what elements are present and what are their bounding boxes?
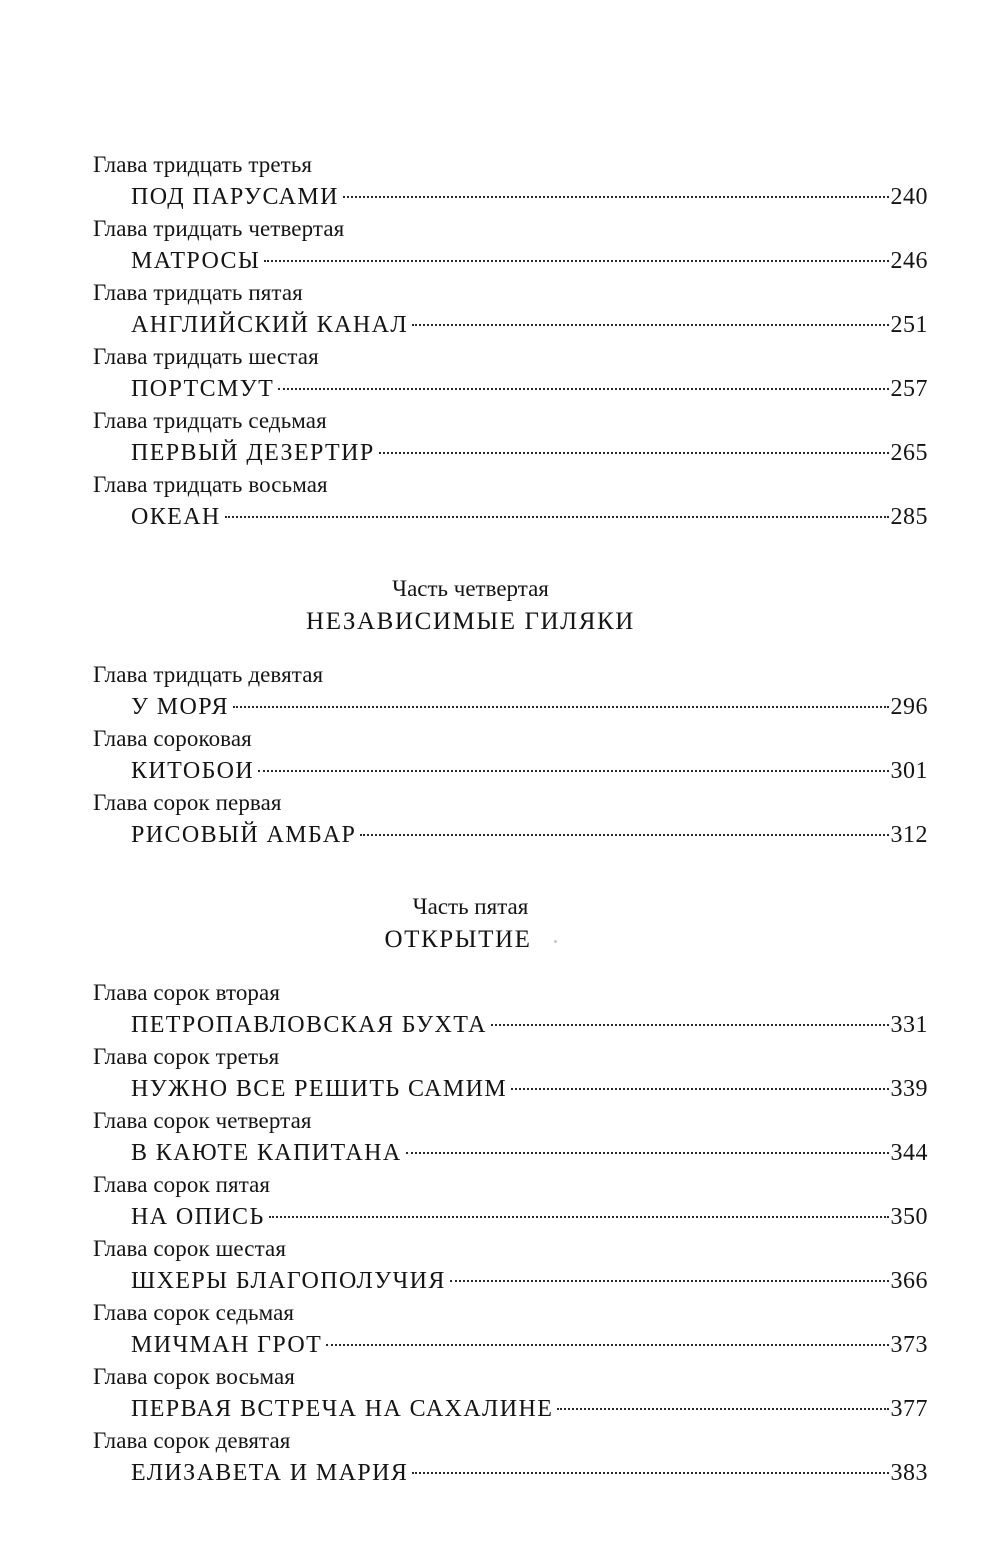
page-number: 265	[890, 440, 928, 466]
page-number: 257	[890, 376, 928, 402]
chapter-title: ШХЕРЫ БЛАГОПОЛУЧИЯ	[131, 1268, 446, 1294]
chapter-group-part-4	[93, 660, 928, 852]
chapter-title: НА ОПИСЬ	[131, 1204, 265, 1230]
page-number: 246	[890, 248, 928, 274]
dot-leader	[343, 196, 889, 198]
chapter-line	[93, 1264, 928, 1298]
chapter-line	[93, 1136, 928, 1170]
toc-entry[interactable]	[93, 1106, 928, 1170]
chapter-title: ПОРТСМУТ	[131, 376, 275, 402]
part-title	[53, 922, 888, 958]
chapter-label: Глава тридцать шестая	[93, 344, 319, 369]
toc-entry[interactable]	[93, 978, 928, 1042]
chapter-label: Глава тридцать девятая	[93, 662, 324, 687]
toc-entry[interactable]	[93, 278, 928, 342]
page-number: 251	[890, 312, 928, 338]
dot-leader	[557, 1408, 888, 1410]
chapter-line	[93, 1072, 928, 1106]
page-number: 339	[890, 1076, 928, 1102]
chapter-title: АНГЛИЙСКИЙ КАНАЛ	[131, 312, 409, 338]
chapter-label: Глава сорок восьмая	[93, 1364, 295, 1389]
part-title	[53, 604, 888, 640]
page-number: 366	[890, 1268, 928, 1294]
dot-leader	[269, 1216, 889, 1218]
chapter-label: Глава тридцать третья	[93, 152, 313, 177]
part-title-text: НЕЗАВИСИМЫЕ ГИЛЯКИ	[306, 608, 635, 635]
toc-entry[interactable]	[93, 470, 928, 534]
toc-entry[interactable]	[93, 1426, 928, 1490]
page-number: 373	[890, 1332, 928, 1358]
page-number: 350	[890, 1204, 928, 1230]
chapter-group-part-5	[93, 978, 928, 1490]
chapter-title: МАТРОСЫ	[131, 248, 261, 274]
toc-entry[interactable]	[93, 1298, 928, 1362]
chapter-line	[93, 500, 928, 534]
chapter-title: ПЕТРОПАВЛОВСКАЯ БУХТА	[131, 1012, 487, 1038]
chapter-label: Глава тридцать четвертая	[93, 216, 345, 241]
chapter-line	[93, 754, 928, 788]
part-label: Часть четвертая	[392, 576, 549, 601]
toc-entry[interactable]	[93, 342, 928, 406]
chapter-title: МИЧМАН ГРОТ	[131, 1332, 323, 1358]
toc-entry[interactable]	[93, 788, 928, 852]
dot-leader	[360, 834, 888, 836]
toc-entry[interactable]	[93, 1042, 928, 1106]
chapter-label: Глава сороковая	[93, 726, 252, 751]
chapter-label: Глава сорок четвертая	[93, 1108, 312, 1133]
chapter-label: Глава сорок вторая	[93, 980, 281, 1005]
chapter-label: Глава тридцать седьмая	[93, 408, 327, 433]
dot-leader	[450, 1280, 889, 1282]
chapter-line	[93, 818, 928, 852]
part-title-text: ОТКРЫТИЕ	[384, 926, 532, 953]
page-number: 285	[890, 504, 928, 530]
chapter-label: Глава тридцать пятая	[93, 280, 303, 305]
print-speck	[554, 940, 557, 943]
dot-leader	[511, 1088, 888, 1090]
dot-leader	[278, 388, 888, 390]
chapter-title: ОКЕАН	[131, 504, 221, 530]
toc-entry[interactable]	[93, 724, 928, 788]
chapter-label: Глава сорок пятая	[93, 1172, 271, 1197]
dot-leader	[233, 706, 889, 708]
chapter-line	[93, 372, 928, 406]
page-number: 296	[890, 694, 928, 720]
dot-leader	[412, 1472, 888, 1474]
page-number: 240	[890, 184, 928, 210]
chapter-line	[93, 1456, 928, 1490]
page-number: 383	[890, 1460, 928, 1486]
part-heading-4	[93, 574, 928, 640]
page-number: 377	[890, 1396, 928, 1422]
chapter-title: ПОД ПАРУСАМИ	[131, 184, 339, 210]
table-of-contents	[93, 150, 928, 1490]
chapter-title: РИСОВЫЙ АМБАР	[131, 822, 357, 848]
chapter-line	[93, 180, 928, 214]
toc-entry[interactable]	[93, 1170, 928, 1234]
chapter-title: ПЕРВАЯ ВСТРЕЧА НА САХАЛИНЕ	[131, 1396, 554, 1422]
dot-leader	[264, 260, 888, 262]
toc-entry[interactable]	[93, 214, 928, 278]
toc-entry[interactable]	[93, 1362, 928, 1426]
toc-entry[interactable]	[93, 406, 928, 470]
chapter-group-part-3-continued	[93, 150, 928, 534]
page-number: 312	[890, 822, 928, 848]
chapter-line	[93, 1328, 928, 1362]
dot-leader	[412, 324, 888, 326]
dot-leader	[225, 516, 889, 518]
page-number: 331	[890, 1012, 928, 1038]
part-heading-5	[93, 892, 928, 958]
chapter-line	[93, 244, 928, 278]
part-label: Часть пятая	[412, 894, 529, 919]
dot-leader	[406, 1152, 889, 1154]
chapter-label: Глава сорок девятая	[93, 1428, 291, 1453]
chapter-line	[93, 308, 928, 342]
chapter-line	[93, 1392, 928, 1426]
chapter-title: ПЕРВЫЙ ДЕЗЕРТИР	[131, 440, 375, 466]
chapter-label: Глава сорок первая	[93, 790, 282, 815]
chapter-title: У МОРЯ	[131, 694, 229, 720]
dot-leader	[326, 1344, 888, 1346]
chapter-label: Глава сорок шестая	[93, 1236, 287, 1261]
page-number: 301	[890, 758, 928, 784]
toc-entry[interactable]	[93, 1234, 928, 1298]
chapter-title: КИТОБОИ	[131, 758, 255, 784]
chapter-line	[93, 1008, 928, 1042]
chapter-title: В КАЮТЕ КАПИТАНА	[131, 1140, 402, 1166]
dot-leader	[491, 1024, 889, 1026]
chapter-line	[93, 1200, 928, 1234]
page-number: 344	[890, 1140, 928, 1166]
chapter-line	[93, 436, 928, 470]
chapter-title: ЕЛИЗАВЕТА И МАРИЯ	[131, 1460, 409, 1486]
toc-entry[interactable]	[93, 660, 928, 724]
chapter-label: Глава сорок седьмая	[93, 1300, 295, 1325]
chapter-title: НУЖНО ВСЕ РЕШИТЬ САМИМ	[131, 1076, 508, 1102]
chapter-line	[93, 690, 928, 724]
dot-leader	[379, 452, 889, 454]
chapter-label: Глава сорок третья	[93, 1044, 280, 1069]
toc-entry[interactable]	[93, 150, 928, 214]
chapter-label: Глава тридцать восьмая	[93, 472, 328, 497]
dot-leader	[258, 770, 888, 772]
